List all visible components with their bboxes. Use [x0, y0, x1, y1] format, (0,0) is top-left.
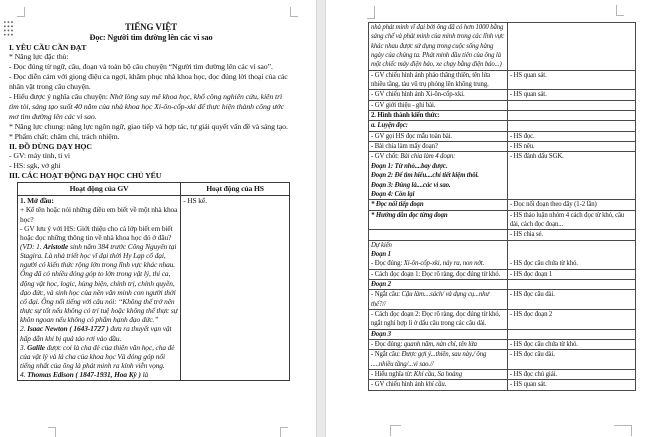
text-segment: Cậu làm....sách/ và dụng cụ...như thế?// — [371, 291, 490, 308]
paragraph — [371, 111, 505, 120]
paragraph — [371, 280, 505, 289]
table-row — [369, 240, 636, 269]
paragraph — [371, 190, 505, 199]
text-segment: Thomas Edison ( 1847-1931, Hoa Kỳ ) — [27, 370, 141, 380]
hs-cell — [507, 329, 635, 339]
text-segment: - HS quan sát. — [509, 381, 547, 389]
paragraph — [183, 196, 287, 205]
text-segment: đưa ra thuyết vạn vật hấp dẫn khi bị quả táo rơi vào đầu. — [20, 324, 172, 343]
paragraph — [9, 122, 293, 132]
paragraph — [371, 211, 505, 220]
paragraph — [371, 370, 505, 379]
hs-cell — [181, 196, 290, 381]
paragraph — [371, 380, 505, 389]
hs-cell — [507, 230, 635, 240]
text-segment: - HS kể. — [183, 196, 207, 206]
paragraph — [20, 242, 178, 324]
paragraph — [371, 181, 505, 190]
paragraph — [371, 171, 505, 180]
table-row — [369, 269, 636, 279]
text-segment: - GV: máy tính, ti vi — [9, 151, 70, 161]
text-segment: 1. Mở đầu: — [20, 196, 54, 206]
paragraph — [510, 152, 633, 161]
gv-cell — [369, 329, 508, 339]
page-margin-mark — [367, 6, 375, 19]
paragraph — [9, 72, 293, 92]
paragraph — [371, 290, 505, 309]
gv-cell — [369, 380, 508, 390]
table-row — [369, 152, 636, 200]
hs-cell — [507, 210, 635, 230]
page-gap — [316, 0, 326, 437]
text-segment: - HS quan sát. — [509, 71, 547, 79]
gv-cell — [369, 370, 508, 380]
paragraph — [510, 132, 633, 141]
paragraph — [371, 310, 505, 329]
text-segment: - GV chiếu hình ảnh Xi-ôn-cốp-xki. — [371, 91, 465, 99]
gv-cell — [369, 131, 508, 141]
paragraph — [371, 71, 505, 90]
text-segment: Đoạn 3: Đúng là....các vì sao. — [371, 181, 451, 189]
text-segment: * Phẩm chất: chăm chỉ, trách nhiệm. — [9, 131, 120, 141]
text-segment: Đoạn 4: Còn lại — [371, 190, 415, 198]
text-segment: được coi là cha đẻ của thiên văn học, cha đẻ của vật lý và là cha của khoa học Và đóng góp nổi tiếng nhất của ông là phát minh ra kính viễn vọng. — [20, 342, 175, 371]
paragraph — [510, 310, 633, 319]
hs-cell — [507, 290, 635, 310]
paragraph — [9, 62, 293, 72]
gv-cell — [369, 90, 508, 100]
text-segment: Đoạn 1 — [371, 250, 391, 258]
page-margin-mark — [390, 425, 401, 436]
table-row — [369, 131, 636, 141]
hs-cell — [507, 100, 635, 110]
text-segment: - HS chia sẻ. — [509, 231, 543, 239]
text-segment: Dự kiến — [371, 241, 392, 249]
text-segment: - HS đọc đoạn 2 — [509, 310, 553, 318]
gv-cell — [369, 111, 508, 121]
page-margin-mark — [280, 427, 288, 437]
text-segment: 4. — [20, 370, 28, 380]
paragraph — [9, 43, 293, 53]
hs-cell — [507, 142, 635, 152]
gv-cell — [369, 350, 508, 370]
paragraph — [9, 92, 293, 122]
paragraph — [20, 196, 178, 205]
hs-cell — [507, 240, 635, 269]
hs-cell — [507, 269, 635, 279]
paragraph — [371, 270, 505, 279]
paragraph — [9, 132, 293, 142]
gv-cell — [369, 200, 508, 210]
text-segment: * Năng lực chung: năng lực ngôn ngữ, giao tiếp và hợp tác, tự giải quyết vấn đề và sáng tạo. — [9, 121, 288, 131]
text-segment: - Đọc đúng từ ngữ, câu, đoạn và toàn bộ câu chuyện “Người tìm đường lên các vì sao”. — [9, 62, 273, 72]
gv-cell — [369, 279, 508, 289]
text-segment: - HS đánh dấu SGK. — [509, 153, 564, 161]
text-segment: - HS đọc. — [509, 132, 535, 140]
table-row — [369, 230, 636, 240]
gv-cell — [369, 309, 508, 329]
page-margin-mark — [290, 7, 298, 17]
paragraph — [510, 380, 633, 389]
text-segment: 2. Hình thành kiến thức: — [371, 112, 440, 120]
hs-cell — [507, 23, 635, 71]
paragraph — [510, 290, 633, 299]
text-segment: II. ĐỒ DÙNG DẠY HỌC — [9, 141, 92, 151]
text-segment: - HS đọc câu dài. — [509, 291, 555, 299]
paragraph — [510, 270, 633, 279]
gv-cell — [369, 70, 508, 90]
paragraph — [510, 142, 633, 151]
paragraph — [20, 324, 178, 342]
paragraph — [371, 142, 505, 151]
text-segment: Đoạn 1: Từ nhỏ....bay được. — [371, 162, 448, 170]
paragraph — [371, 350, 505, 369]
text-segment: Được gợi ý...thiên, sau này,/ ông .....nhiều tầng/...vì sao.// — [371, 351, 487, 368]
hs-cell — [507, 111, 635, 121]
text-segment: a. Luyện đọc: — [371, 122, 408, 130]
text-segment: * Năng lực đặc thù: — [9, 52, 69, 62]
hs-cell — [507, 121, 635, 131]
paragraph — [9, 52, 293, 62]
paragraph — [371, 132, 505, 141]
text-segment: - Ngắt câu: — [371, 291, 402, 299]
paragraph — [371, 250, 505, 259]
gv-cell — [18, 196, 181, 381]
text-segment: Bài chia làm 4 đoạn: — [400, 153, 456, 161]
table-row — [369, 142, 636, 152]
table-header-gv: Hoạt động của GV — [18, 183, 181, 196]
paragraph — [371, 23, 505, 70]
paragraph — [20, 205, 178, 223]
table-move-handle-icon[interactable] — [3, 20, 14, 36]
paragraph — [371, 152, 505, 161]
table-row — [18, 196, 290, 381]
paragraph — [371, 121, 505, 130]
paragraph — [510, 259, 633, 268]
text-segment: Galile — [27, 342, 45, 352]
text-segment: quanh năm, nản chí, tên lửa — [403, 341, 477, 348]
text-segment: nhà phát minh vĩ đại bởi ông đã có hơn 1000 bằng sáng chế và phát minh của mình trong các lĩnh vực khác nhau được sử dụng trong cuộc sống hàng ngày của chúng ta. Phát minh đầu tiên của ông là một chiếc máy điện báo, xe chạy bằng điện báo...) — [371, 24, 505, 69]
text-segment: Isaac Newton ( 1643-1727 ) — [27, 324, 109, 334]
paragraph — [371, 162, 505, 171]
page-margin-mark — [17, 7, 25, 17]
paragraph — [510, 250, 633, 259]
paragraph — [510, 350, 633, 359]
page-margin-mark — [616, 5, 624, 16]
paragraph — [371, 200, 505, 209]
text-segment: - Ngắt câu: — [371, 351, 402, 359]
hs-cell — [507, 380, 635, 390]
table-row — [369, 279, 636, 289]
hs-cell — [507, 309, 635, 329]
text-segment: Đoạn 2: Để tìm hiểu....chỉ tiết kiệm thôi. — [371, 172, 479, 180]
page-margin-mark — [48, 427, 56, 437]
text-segment: III. CÁC HOẠT ĐỘNG DẠY HỌC CHỦ YẾU — [9, 171, 162, 181]
text-segment: - HS đọc câu dài. — [509, 351, 555, 359]
gv-cell — [369, 269, 508, 279]
table-row — [369, 309, 636, 329]
text-segment: - Đọc đúng: — [371, 260, 404, 268]
table-row — [369, 329, 636, 339]
text-segment: - GV chốt: — [371, 153, 401, 161]
text-segment: 2. — [20, 324, 28, 334]
hs-cell — [507, 152, 635, 200]
hs-cell — [507, 70, 635, 90]
table-row — [369, 200, 636, 210]
page1-content — [9, 22, 293, 381]
table-header-hs: Hoạt động của HS — [181, 183, 290, 196]
text-segment: Aristotle — [43, 242, 69, 251]
text-segment: - HS quan sát. — [509, 91, 547, 99]
paragraph — [371, 101, 505, 110]
text-segment: I. YÊU CẦU CẦN ĐẠT — [9, 42, 87, 52]
paragraph — [20, 224, 178, 242]
paragraph — [510, 71, 633, 80]
page-margin-mark — [614, 425, 632, 436]
table-row — [369, 290, 636, 310]
text-segment: - GV chiếu hình ảnh pháo thăng thiên, tên lửa nhiều tầng, tàu vũ trụ phóng lên không trung. — [371, 71, 490, 89]
lesson-subtitle: Đọc: Người tìm đường lên các vì sao — [89, 32, 213, 42]
text-segment: - GV gọi HS đọc mẫu toàn bài. — [371, 132, 452, 140]
text-segment: Xi-ôn-cốp-xki, nảy ra, non nớt. — [403, 260, 485, 268]
text-segment: - HS thảo luận nhóm 4 cách đọc từ khó, câu dài, cách đọc đoạn... — [509, 211, 625, 228]
gv-cell — [369, 290, 508, 310]
table-row — [369, 210, 636, 230]
gv-cell — [369, 23, 508, 71]
gv-cell — [369, 240, 508, 269]
document-page-1[interactable] — [0, 0, 316, 437]
text-segment: - Hiểu nghĩa từ: — [371, 371, 414, 379]
text-segment: - GV lưu ý với HS: Giới thiệu cho cả lớp biết em biết hoặc đọc những thông tin về nhà khoa học đó ở đâu? — [20, 223, 173, 242]
table-row — [369, 370, 636, 380]
text-segment: sinh năm 384 trước Công Nguyên tại Stagira. Là nhà triết học vĩ đại thời Hy Lạp cổ đại, người có kiến thức rộng lớn trong lĩnh vực khác nhau. Ông đã có nhiều đóng góp to lớn trong vật lý, thi ca, động vật học, logic, hùng biện, chính trị, chính quyền, đạo đức, và sinh học của nền văn minh con người thời cổ đại. Ông nổi tiếng với câu nói: “Không thể trở nên thực sự tốt nếu không có trí tuệ hoặc không thể thực sự khôn ngoan nếu không có phẩm hạnh đạo đức.” — [20, 242, 178, 325]
text-segment: - HS đọc chú giải. — [509, 371, 557, 379]
text-segment: (VD: 1. — [20, 242, 44, 251]
paragraph — [371, 259, 505, 268]
text-segment: - HS đọc đoạn 1 — [509, 270, 553, 278]
text-segment: 3. — [20, 342, 28, 352]
activity-table-page1 — [17, 182, 290, 381]
hs-cell — [507, 340, 635, 350]
paragraph — [371, 330, 505, 339]
paragraph — [510, 230, 633, 239]
table-row — [369, 380, 636, 390]
text-segment: khí cầu. — [425, 381, 447, 389]
text-segment: Khí cầu, Sa hoàng — [413, 371, 462, 379]
paragraph — [510, 241, 633, 250]
table-row — [369, 70, 636, 90]
text-segment: - Bài chia làm mấy đoạn? — [371, 143, 438, 151]
text-segment: - HS đọc câu chứa từ khó. — [509, 341, 578, 348]
paragraph — [510, 211, 633, 230]
paragraph — [510, 90, 633, 99]
table-row — [369, 23, 636, 71]
paragraph — [371, 90, 505, 99]
table-header-row — [18, 183, 290, 196]
text-segment: - Cách đọc đoạn 1: Đọc rõ ràng, đọc đúng từ khó. — [371, 270, 501, 278]
paragraph — [9, 161, 293, 171]
table-row — [369, 100, 636, 110]
paragraph — [9, 151, 293, 161]
gv-cell — [369, 152, 508, 200]
paragraph — [510, 200, 633, 209]
text-segment: - GV chiếu hình ảnh — [371, 381, 426, 389]
text-segment: - Đọc đúng: — [371, 341, 404, 348]
gv-cell — [369, 210, 508, 230]
table-row — [369, 111, 636, 121]
text-segment: + Kể tên hoặc nói những điều em biết về một nhà khoa học? — [20, 205, 178, 224]
paragraph — [510, 370, 633, 379]
text-segment: - Đọc diễn cảm với giọng điệu ca ngợi, khâm phục nhà khoa học, đọc đúng lời thoại của các nhân vật trong câu chuyện. — [9, 72, 288, 92]
paragraph — [9, 142, 293, 152]
table-row — [369, 350, 636, 370]
text-segment: Đoạn 3 — [371, 330, 391, 338]
text-segment: - Đọc nối đoạn theo dãy (1-2 lần) — [509, 201, 597, 209]
text-segment: là — [140, 370, 149, 380]
table-row — [369, 90, 636, 100]
text-segment: - HS: sgk, vở ghi — [9, 161, 61, 171]
text-segment: * Đọc nối tiếp đoạn — [371, 201, 424, 209]
hs-cell — [507, 279, 635, 289]
paragraph — [510, 340, 633, 349]
lesson-title: TIẾNG VIỆT — [124, 22, 178, 32]
gv-cell — [369, 100, 508, 110]
table-row — [369, 340, 636, 350]
text-segment: - HS đọc câu chứa từ khó. — [509, 259, 578, 267]
hs-cell — [507, 90, 635, 100]
gv-cell — [369, 121, 508, 131]
text-segment: - Hiểu được ý nghĩa câu chuyện: — [9, 92, 110, 102]
paragraph — [20, 370, 178, 379]
hs-cell — [507, 350, 635, 370]
gv-cell — [369, 230, 508, 240]
lesson-intro — [9, 43, 293, 182]
paragraph — [9, 171, 293, 181]
hs-cell — [507, 131, 635, 141]
text-segment: - Cách đọc đoạn 2: Đọc rõ ràng, đọc đúng từ khó, ngắt nghỉ hợp lí ở dấu câu trong các câu dài. — [371, 310, 501, 328]
table-row — [369, 121, 636, 131]
text-segment: Đoạn 2 — [371, 280, 391, 288]
text-segment: * Hướng dẫn đọc từng đoạn — [371, 211, 448, 219]
gv-cell — [369, 340, 508, 350]
text-segment: Nhờ lòng say mê khoa học, khổ công nghiên cứu, kiên trì tìm tòi, sáng tạo suốt 40 năm của nhà khoa học Xi-ôn-cốp-xki để thực hiện thành công ước mơ tìm đường lên các vì sao. — [9, 92, 284, 121]
paragraph — [371, 241, 505, 250]
text-segment: - HS nêu. — [509, 143, 535, 151]
text-segment: - GV giới thiệu - ghi bài. — [371, 101, 436, 109]
hs-cell — [507, 200, 635, 210]
hs-cell — [507, 370, 635, 380]
paragraph — [20, 343, 178, 370]
gv-cell — [369, 142, 508, 152]
activity-table-page2 — [368, 22, 636, 391]
paragraph — [371, 340, 505, 349]
